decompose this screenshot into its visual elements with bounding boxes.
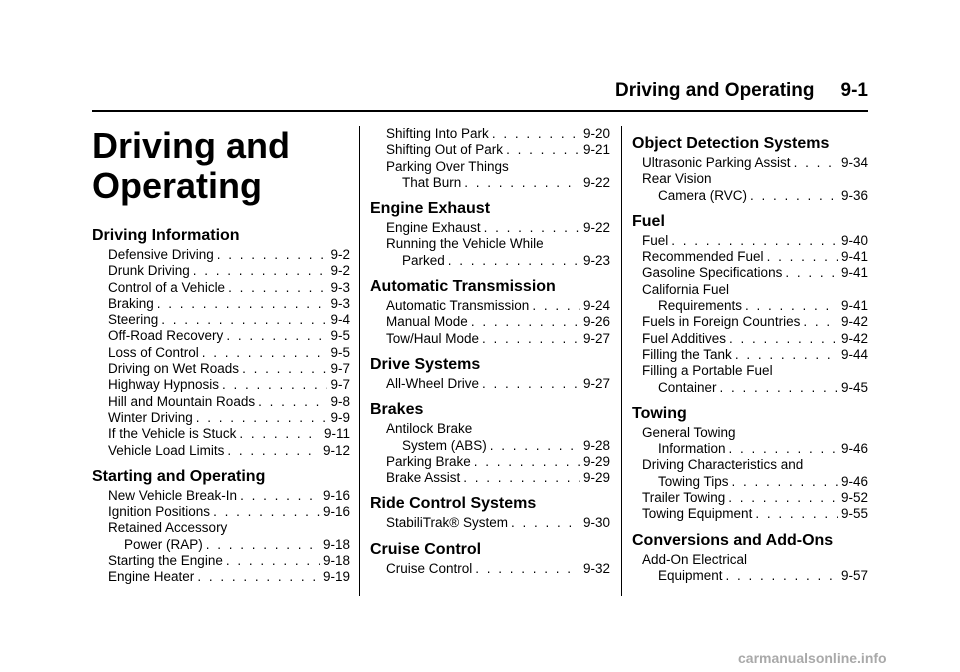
toc-entry[interactable] — [108, 426, 350, 442]
dot-leader — [471, 314, 580, 330]
section-heading: Starting and Operating — [92, 467, 266, 485]
toc-entry-label: New Vehicle Break-In — [108, 487, 238, 503]
toc-entry-line — [108, 312, 350, 328]
toc-entry-line — [386, 376, 610, 392]
toc-page-number: 9-7 — [330, 361, 350, 377]
toc-entry-line — [386, 515, 610, 531]
dot-leader — [511, 515, 580, 531]
toc-page-number: 9-20 — [582, 126, 610, 141]
toc-entry-line — [386, 175, 610, 191]
dot-leader — [755, 506, 838, 522]
dot-leader — [239, 426, 321, 442]
toc-page-number: 9-2 — [330, 247, 350, 262]
toc-entry-line — [642, 425, 868, 441]
toc-entry-label: Equipment — [658, 567, 723, 583]
toc-section-drive-systems — [370, 355, 610, 392]
toc-entry-line — [386, 421, 610, 437]
toc-entry-label: Ultrasonic Parking Assist — [642, 155, 791, 170]
dot-leader — [732, 474, 838, 490]
toc-entry-line — [108, 520, 350, 536]
dot-leader — [803, 314, 838, 330]
toc-entry-label: Braking — [108, 295, 154, 311]
header-title: Driving and Operating — [615, 80, 815, 101]
toc-entry[interactable] — [108, 504, 350, 520]
dot-leader — [196, 410, 328, 426]
toc-entry-line — [642, 282, 868, 298]
toc-page-number: 9-42 — [840, 314, 868, 330]
toc-entry-label: Rear Vision — [642, 171, 712, 187]
toc-entry[interactable] — [642, 552, 868, 585]
section-heading: Cruise Control — [370, 540, 482, 558]
toc-entry[interactable] — [386, 220, 610, 236]
toc-entry-label: Power (RAP) — [124, 536, 203, 552]
toc-entry[interactable] — [642, 249, 868, 265]
dot-leader — [475, 561, 580, 577]
toc-page-number: 9-16 — [322, 487, 350, 503]
toc-entry-line — [642, 568, 868, 584]
toc-entry-line — [642, 363, 868, 379]
toc-entry-line — [108, 296, 350, 312]
toc-entry-line — [108, 263, 350, 279]
toc-entry[interactable] — [642, 171, 868, 204]
toc-entry-label: Winter Driving — [108, 409, 193, 425]
toc-entry[interactable] — [642, 457, 868, 490]
section-heading: Drive Systems — [370, 355, 481, 373]
dot-leader — [482, 331, 580, 347]
dot-leader — [785, 265, 838, 281]
toc-entry-line — [642, 347, 868, 363]
column-divider-1 — [359, 126, 360, 596]
toc-entry-label: Parking Over Things — [386, 158, 509, 174]
toc-entry-label: Parked — [402, 252, 445, 268]
toc-page-number: 9-46 — [840, 473, 868, 489]
toc-entry-label: Running the Vehicle While — [386, 236, 544, 252]
toc-entry-line — [386, 142, 610, 158]
toc-section-fuel — [632, 212, 868, 396]
column-divider-2 — [621, 126, 622, 596]
toc-entry-label: Fuels in Foreign Countries — [642, 314, 801, 330]
toc-entry-label: That Burn — [402, 174, 462, 190]
toc-page-number: 9-34 — [840, 155, 868, 170]
section-heading: Towing — [632, 404, 687, 422]
toc-entry[interactable] — [386, 421, 610, 454]
dot-leader — [490, 438, 580, 454]
toc-page-number: 9-2 — [330, 263, 350, 279]
dot-leader — [206, 537, 320, 553]
toc-entry-label: Control of a Vehicle — [108, 279, 226, 295]
toc-page-number: 9-52 — [840, 490, 868, 506]
toc-entry-line — [642, 331, 868, 347]
toc-page-number: 9-41 — [840, 298, 868, 314]
toc-column-1 — [92, 126, 350, 586]
dot-leader — [448, 253, 580, 269]
toc-page-number: 9-7 — [330, 377, 350, 393]
toc-page-number: 9-22 — [582, 174, 610, 190]
toc-entry-line — [642, 249, 868, 265]
toc-entry[interactable] — [108, 361, 350, 377]
toc-section-driving-information — [92, 226, 350, 459]
section-heading: Engine Exhaust — [370, 200, 491, 218]
toc-entry-line — [108, 280, 350, 296]
toc-entry-line — [642, 298, 868, 314]
toc-entry-label: Information — [658, 441, 726, 457]
toc-entry[interactable] — [642, 265, 868, 281]
toc-page-number: 9-57 — [840, 567, 868, 583]
toc-entry-label: Shifting Into Park — [386, 126, 489, 141]
toc-entry-label: Filling a Portable Fuel — [642, 363, 773, 379]
toc-entry-line — [108, 394, 350, 410]
toc-entry-label: Vehicle Load Limits — [108, 442, 225, 458]
toc-entry-line — [386, 220, 610, 236]
toc-entry-label: Automatic Transmission — [386, 298, 530, 314]
toc-entry-label: Driving Characteristics and — [642, 457, 804, 473]
toc-entry-label: California Fuel — [642, 281, 730, 297]
toc-entry[interactable] — [386, 314, 610, 330]
toc-page-number: 9-30 — [582, 515, 610, 531]
toc-entry[interactable] — [108, 488, 350, 504]
toc-entry-label: Parking Brake — [386, 453, 471, 469]
toc-page-number: 9-36 — [840, 187, 868, 203]
dot-leader — [767, 249, 838, 265]
toc-entry-label: Retained Accessory — [108, 520, 228, 536]
toc-entry[interactable] — [386, 298, 610, 314]
dot-leader — [227, 443, 320, 459]
toc-entry[interactable] — [108, 569, 350, 585]
dot-leader — [671, 233, 838, 249]
toc-entry-label: Towing Tips — [658, 473, 729, 489]
toc-entry-line — [642, 552, 868, 568]
toc-entry[interactable] — [642, 506, 868, 522]
toc-entry-line — [386, 561, 610, 577]
toc-entry-line — [642, 380, 868, 396]
toc-entry-label: Tow/Haul Mode — [386, 330, 480, 346]
toc-entry-label: Engine Heater — [108, 569, 195, 585]
toc-section-engine-exhaust — [370, 199, 610, 269]
toc-page-number: 9-28 — [582, 437, 610, 453]
toc-entry[interactable] — [386, 470, 610, 486]
toc-entry-line — [386, 438, 610, 454]
toc-entry[interactable] — [108, 312, 350, 328]
toc-page-number: 9-18 — [322, 536, 350, 552]
dot-leader — [463, 470, 580, 486]
toc-entry-line — [108, 569, 350, 585]
toc-entry-line — [642, 265, 868, 281]
toc-entry-line — [642, 233, 868, 249]
toc-entry-label: Drunk Driving — [108, 263, 190, 279]
toc-section-brakes — [370, 400, 610, 486]
toc-entry-label: Antilock Brake — [386, 421, 473, 437]
toc-entry-line — [386, 314, 610, 330]
toc-entry-line — [108, 537, 350, 553]
dot-leader — [726, 568, 838, 584]
section-heading: Brakes — [370, 401, 424, 419]
toc-entry-label: Engine Exhaust — [386, 220, 481, 236]
section-heading: Fuel — [632, 212, 665, 230]
toc-page-number: 9-46 — [840, 441, 868, 457]
toc-entry-line — [386, 236, 610, 252]
toc-entry[interactable] — [642, 155, 868, 171]
toc-entry[interactable] — [386, 454, 610, 470]
toc-page-number: 9-42 — [840, 330, 868, 346]
toc-page-number: 9-5 — [330, 328, 350, 344]
toc-entry[interactable] — [108, 553, 350, 569]
toc-entry-line — [386, 331, 610, 347]
toc-section-starting-and-operating — [92, 467, 350, 586]
dot-leader — [157, 296, 328, 312]
dot-leader — [226, 328, 327, 344]
dot-leader — [226, 553, 320, 569]
toc-entry[interactable] — [386, 126, 610, 142]
toc-entry[interactable] — [642, 331, 868, 347]
toc-entry-line — [642, 188, 868, 204]
toc-entry-line — [642, 171, 868, 187]
toc-entry[interactable] — [386, 331, 610, 347]
toc-entry-line — [108, 426, 350, 442]
dot-leader — [532, 298, 580, 314]
toc-entry-line — [642, 474, 868, 490]
dot-leader — [729, 441, 838, 457]
toc-page-number: 9-26 — [582, 314, 610, 330]
toc-entry[interactable] — [642, 233, 868, 249]
section-heading: Ride Control Systems — [370, 495, 537, 513]
toc-page-number: 9-12 — [322, 442, 350, 458]
toc-page-number: 9-55 — [840, 506, 868, 522]
toc-page-number: 9-41 — [840, 265, 868, 281]
toc-entry-line — [386, 159, 610, 175]
dot-leader — [258, 394, 327, 410]
toc-entry[interactable] — [108, 520, 350, 553]
toc-entry-line — [108, 361, 350, 377]
toc-entry[interactable] — [108, 263, 350, 279]
dot-leader — [750, 188, 838, 204]
dot-leader — [506, 142, 580, 158]
toc-entry-line — [108, 410, 350, 426]
toc-entry-label: Add-On Electrical — [642, 551, 748, 567]
dot-leader — [728, 490, 838, 506]
toc-page-number: 9-11 — [323, 426, 350, 442]
toc-entry[interactable] — [386, 515, 610, 531]
toc-page-number: 9-22 — [582, 220, 610, 236]
dot-leader — [735, 347, 838, 363]
dot-leader — [161, 312, 327, 328]
toc-entry[interactable] — [386, 561, 610, 577]
toc-entry-label: Brake Assist — [386, 470, 461, 486]
toc-entry[interactable] — [108, 280, 350, 296]
toc-page-number: 9-27 — [582, 330, 610, 346]
toc-page-number: 9-21 — [582, 142, 610, 158]
dot-leader — [202, 345, 328, 361]
toc-page-number: 9-44 — [840, 346, 868, 362]
toc-entry-label: Driving on Wet Roads — [108, 361, 240, 377]
toc-entry-label: Manual Mode — [386, 314, 468, 330]
dot-leader — [242, 361, 327, 377]
toc-entry-label: All-Wheel Drive — [386, 375, 480, 391]
dot-leader — [482, 376, 580, 392]
toc-entry-label: System (ABS) — [402, 437, 487, 453]
toc-entry-line — [386, 126, 610, 142]
toc-entry[interactable] — [642, 314, 868, 330]
toc-entry-line — [642, 441, 868, 457]
toc-entry-label: Steering — [108, 312, 159, 328]
toc-entry-line — [386, 253, 610, 269]
toc-entry-line — [386, 454, 610, 470]
toc-entry[interactable] — [386, 236, 610, 269]
toc-entry[interactable] — [108, 345, 350, 361]
toc-entry[interactable] — [642, 425, 868, 458]
toc-entry[interactable] — [386, 376, 610, 392]
toc-page-number: 9-9 — [330, 409, 350, 425]
toc-section-ride-control-systems — [370, 494, 610, 531]
toc-entry-label: Filling the Tank — [642, 346, 732, 362]
toc-entry[interactable] — [108, 296, 350, 312]
toc-page-number: 9-41 — [840, 249, 868, 265]
toc-entry-label: General Towing — [642, 424, 736, 440]
toc-entry[interactable] — [386, 142, 610, 158]
dot-leader — [492, 126, 580, 142]
toc-entry[interactable] — [108, 443, 350, 459]
toc-entry-label: StabiliTrak® System — [386, 515, 508, 531]
toc-entry-label: Off-Road Recovery — [108, 328, 224, 344]
toc-entry-label: Camera (RVC) — [658, 187, 748, 203]
toc-section-continued — [370, 126, 610, 191]
toc-entry-line — [386, 470, 610, 486]
dot-leader — [228, 280, 327, 296]
section-heading: Object Detection Systems — [632, 135, 830, 152]
toc-entry-line — [108, 328, 350, 344]
chapter-title-line-1: Driving and — [92, 125, 291, 166]
toc-page-number: 9-3 — [330, 279, 350, 295]
toc-entry-line — [108, 504, 350, 520]
toc-section-towing — [632, 404, 868, 523]
dot-leader — [240, 488, 320, 504]
toc-entry-label: Loss of Control — [108, 344, 199, 360]
dot-leader — [222, 377, 327, 393]
toc-page-number: 9-29 — [582, 453, 610, 469]
header-page-number: 9-1 — [840, 80, 868, 101]
dot-leader — [197, 569, 320, 585]
toc-entry[interactable] — [108, 328, 350, 344]
dot-leader — [464, 175, 580, 191]
running-header — [0, 80, 868, 102]
toc-page-number: 9-8 — [330, 393, 350, 409]
chapter-title-line-2: Operating — [92, 165, 263, 206]
toc-entry[interactable] — [108, 247, 350, 263]
watermark: carmanualsonline.info — [738, 650, 887, 666]
toc-entry-label: Highway Hypnosis — [108, 377, 220, 393]
toc-entry-line — [108, 377, 350, 393]
toc-entry-line — [386, 298, 610, 314]
toc-entry-label: Gasoline Specifications — [642, 265, 783, 281]
dot-leader — [720, 380, 838, 396]
toc-entry-label: Cruise Control — [386, 560, 473, 576]
dot-leader — [474, 454, 580, 470]
section-heading: Automatic Transmission — [370, 278, 556, 296]
header-rule — [92, 110, 868, 112]
dot-leader — [193, 263, 328, 279]
toc-entry-label: Hill and Mountain Roads — [108, 393, 256, 409]
toc-entry-line — [108, 443, 350, 459]
toc-entry-label: Fuel Additives — [642, 330, 727, 346]
toc-page-number: 9-32 — [582, 560, 610, 576]
dot-leader — [484, 220, 580, 236]
toc-page-number: 9-3 — [330, 295, 350, 311]
toc-section-automatic-transmission — [370, 277, 610, 347]
section-heading: Driving Information — [92, 227, 240, 244]
toc-section-object-detection-systems — [632, 134, 868, 204]
toc-entry-line — [642, 155, 868, 171]
toc-entry-label: Trailer Towing — [642, 490, 726, 506]
toc-entry-label: Ignition Positions — [108, 504, 211, 520]
dot-leader — [729, 331, 838, 347]
toc-entry-line — [108, 247, 350, 263]
toc-entry-line — [108, 345, 350, 361]
toc-page-number: 9-29 — [582, 470, 610, 486]
toc-entry[interactable] — [642, 363, 868, 396]
toc-entry-label: Shifting Out of Park — [386, 142, 504, 158]
dot-leader — [213, 504, 320, 520]
toc-entry-label: If the Vehicle is Stuck — [108, 426, 237, 442]
toc-entry[interactable] — [108, 410, 350, 426]
toc-entry[interactable] — [386, 159, 610, 192]
toc-entry[interactable] — [642, 347, 868, 363]
toc-page-number: 9-19 — [322, 569, 350, 585]
dot-leader — [217, 247, 328, 263]
toc-page-number: 9-40 — [840, 232, 868, 248]
toc-page-number: 9-24 — [582, 298, 610, 314]
toc-section-cruise-control — [370, 540, 610, 577]
toc-entry-line — [108, 488, 350, 504]
toc-entry-line — [642, 490, 868, 506]
toc-page-number: 9-16 — [322, 504, 350, 520]
toc-entry-label: Recommended Fuel — [642, 249, 764, 265]
toc-entry[interactable] — [108, 377, 350, 393]
toc-entry-line — [642, 314, 868, 330]
toc-page-number: 9-27 — [582, 375, 610, 391]
toc-entry-label: Starting the Engine — [108, 553, 223, 569]
toc-section-conversions-and-add-ons — [632, 531, 868, 585]
toc-page-number: 9-45 — [840, 379, 868, 395]
toc-entry-label: Fuel — [642, 232, 669, 248]
dot-leader — [745, 298, 838, 314]
toc-column-3 — [632, 126, 868, 584]
toc-entry[interactable] — [642, 282, 868, 315]
section-heading: Conversions and Add-Ons — [632, 531, 834, 549]
toc-entry-line — [108, 553, 350, 569]
toc-page-number: 9-4 — [330, 312, 350, 328]
chapter-title — [92, 126, 350, 206]
toc-entry-label: Defensive Driving — [108, 247, 214, 262]
toc-entry[interactable] — [108, 394, 350, 410]
toc-page-number: 9-18 — [322, 553, 350, 569]
toc-entry-label: Requirements — [658, 298, 743, 314]
toc-entry-label: Towing Equipment — [642, 506, 753, 522]
toc-entry[interactable] — [642, 490, 868, 506]
toc-entry-line — [642, 457, 868, 473]
toc-column-2 — [370, 126, 610, 577]
toc-entry-line — [642, 506, 868, 522]
toc-page-number: 9-23 — [582, 252, 610, 268]
toc-page-number: 9-5 — [330, 344, 350, 360]
dot-leader — [794, 155, 838, 171]
toc-entry-label: Container — [658, 379, 717, 395]
